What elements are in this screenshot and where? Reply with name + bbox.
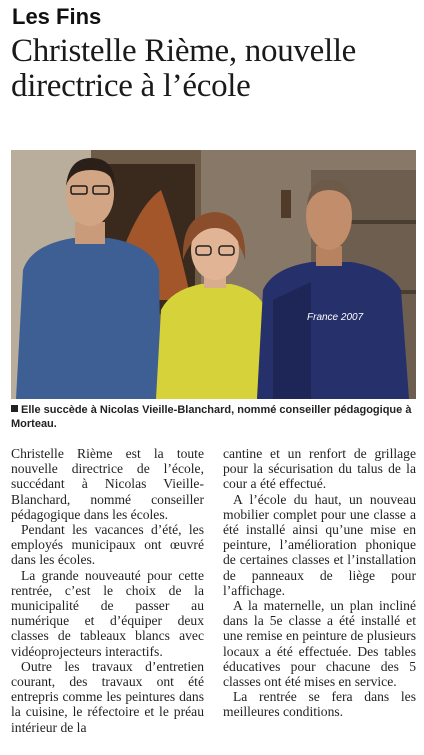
article-column-left [11, 446, 204, 735]
shirt-print: France 2007 [307, 312, 364, 323]
article-photo [11, 150, 416, 399]
article-column-right [223, 446, 416, 720]
section-rubric: Les Fins [12, 4, 102, 29]
caption-text: Elle succède à Nicolas Vieille-Blanchard, nommé conseiller pédagogique à Morteau. [11, 404, 412, 430]
caption-bullet-icon [11, 405, 18, 412]
article-paragraph: Outre les travaux d’entretien courant, des travaux ont été entrepris comme les peintures dans la cuisine, le réfectoire et le préau intérieur de la [11, 658, 204, 735]
article-paragraph: A la maternelle, un plan incliné dans la 5e classe a été installé et une remise en peinture de plusieurs locaux a été effectuée. Des tables éducatives pour chacune des 5 classes ont été mises en service. [223, 598, 416, 690]
photo-caption [11, 403, 416, 431]
article-paragraph: Christelle Rième est la toute nouvelle directrice de l’école, succédant à Nicolas Vieille-Blanchard, nommé conseiller pédagogique dans les écoles. [11, 446, 204, 522]
article-paragraph: Pendant les vacances d’été, les employés municipaux ont œuvré dans les écoles. [11, 522, 204, 568]
article-paragraph: A l’école du haut, un nouveau mobilier complet pour une classe a été installé ainsi qu’une mise en peinture, l’amélioration phonique de certaines classes et l’installation de panneaux de liège pour l’affichage. [223, 491, 416, 598]
article-paragraph: La rentrée se fera dans les meilleures conditions. [223, 689, 416, 720]
article-headline: Christelle Rième, nouvelle directrice à l’école [11, 33, 357, 104]
article-paragraph: cantine et un renfort de grillage pour la sécurisation du talus de la cour a été effectué. [223, 446, 416, 492]
article-paragraph: La grande nouveauté pour cette rentrée, c’est le choix de la municipalité de passer au numérique et d’équiper deux classes de tableaux blancs avec vidéoprojecteurs interactifs. [11, 567, 204, 659]
